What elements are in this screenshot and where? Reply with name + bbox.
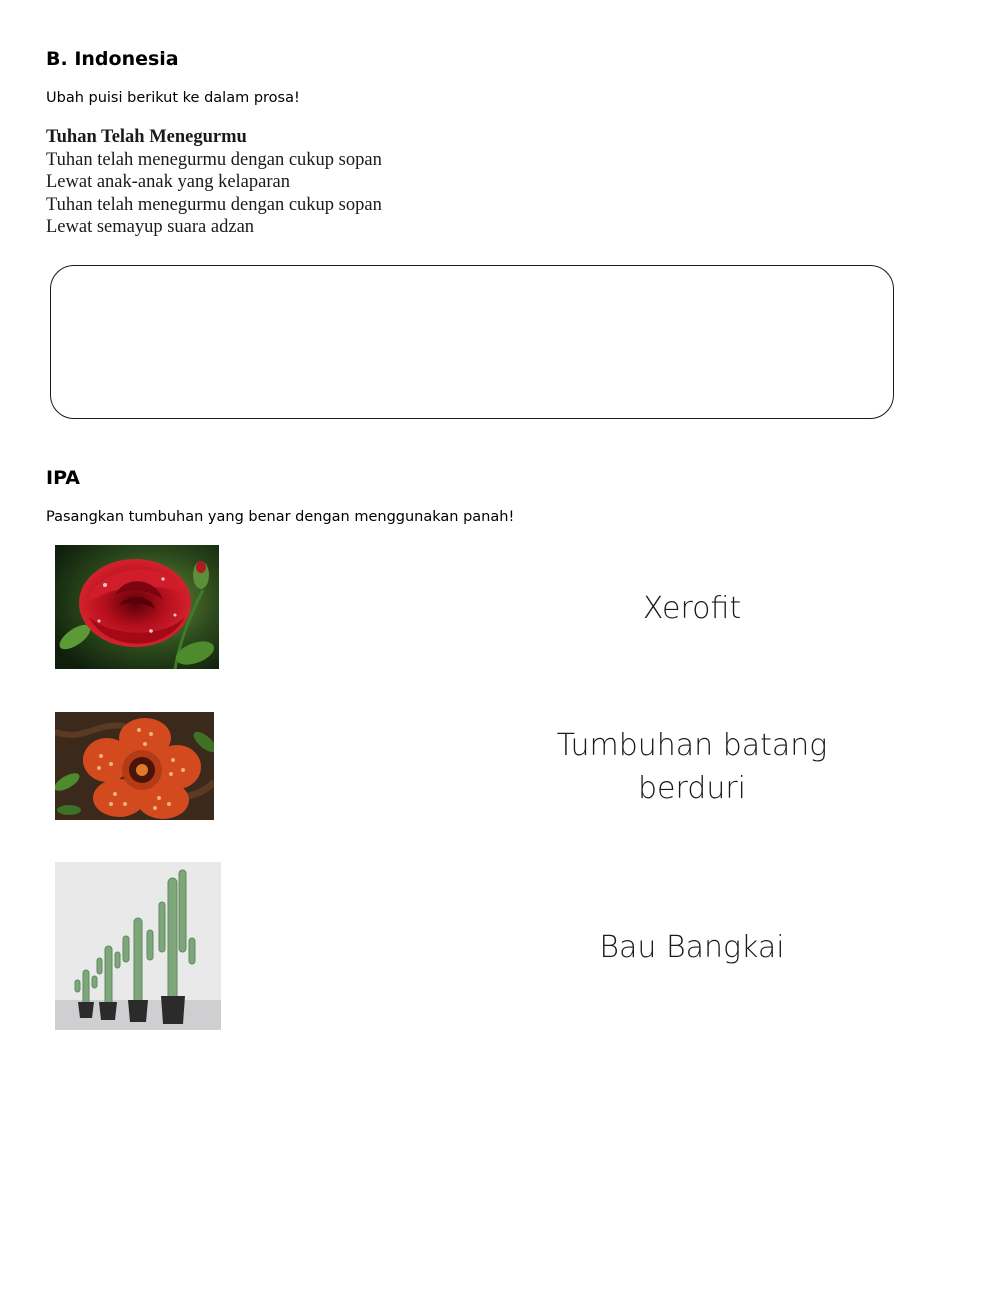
poem-line: Lewat anak-anak yang kelaparan [46, 172, 290, 193]
label-line: Xerofit [642, 591, 742, 626]
label-line: Bau Bangkai [599, 930, 785, 965]
section-heading-indonesia: B. Indonesia [46, 48, 179, 70]
poem-line: Tuhan telah menegurmu dengan cukup sopan [46, 194, 382, 215]
instruction-ipa: Pasangkan tumbuhan yang benar dengan menggunakan panah! [46, 509, 515, 525]
label-line: berduri [637, 771, 747, 806]
poem-title: Tuhan Telah Menegurmu [46, 127, 247, 147]
cactus-image[interactable] [55, 862, 221, 1030]
label-xerofit[interactable] [512, 587, 872, 630]
prose-answer-box[interactable] [50, 265, 894, 419]
poem [46, 126, 382, 239]
rose-image[interactable] [55, 545, 219, 669]
section-heading-ipa: IPA [46, 467, 80, 489]
label-bau-bangkai[interactable] [512, 926, 872, 969]
label-line: Tumbuhan batang [556, 728, 828, 763]
label-tumbuhan-batang-berduri[interactable] [512, 724, 872, 810]
rafflesia-image[interactable] [55, 712, 214, 820]
poem-line: Tuhan telah menegurmu dengan cukup sopan [46, 149, 382, 170]
poem-line: Lewat semayup suara adzan [46, 217, 255, 238]
instruction-indonesia: Ubah puisi berikut ke dalam prosa! [46, 90, 300, 106]
